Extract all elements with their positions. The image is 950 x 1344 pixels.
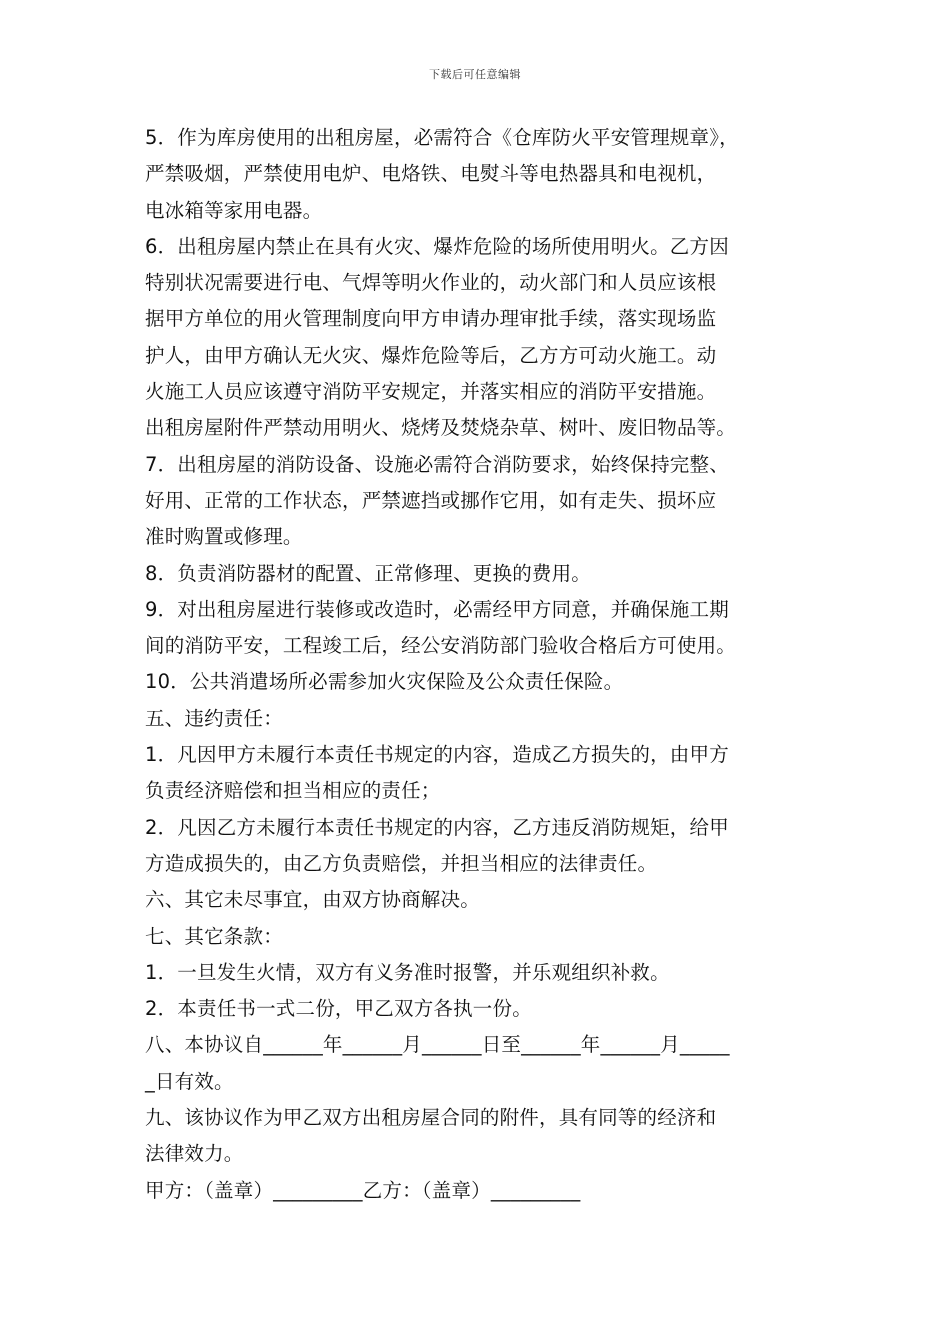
paragraph-line: 方造成损失的，由乙方负责赔偿，并担当相应的法律责任。 [145, 851, 658, 875]
paragraph-line: 2．本责任书一式二份，甲乙双方各执一份。 [145, 997, 532, 1021]
document-body [145, 120, 845, 1209]
paragraph-line: 6．出租房屋内禁止在具有火灾、爆炸危险的场所使用明火。乙方因 [145, 234, 729, 258]
section-heading: 八、本协议自______年______月______日至______年______月_____ [145, 1033, 730, 1057]
paragraph-line: 电冰箱等家用电器。 [145, 198, 323, 222]
paragraph-line: 间的消防平安，工程竣工后，经公安消防部门验收合格后方可使用。 [145, 634, 737, 658]
paragraph-line: 好用、正常的工作状态，严禁遮挡或挪作它用，如有走失、损坏应 [145, 488, 717, 512]
paragraph-line: 负责经济赔偿和担当相应的责任； [145, 779, 441, 803]
section-heading: 九、该协议作为甲乙双方出租房屋合同的附件，具有同等的经济和 [145, 1106, 717, 1130]
signature-line: 甲方：（盖章）_________乙方：（盖章）_________ [145, 1178, 581, 1202]
paragraph-line: 1．一旦发生火情，双方有义务准时报警，并乐观组织补救。 [145, 960, 670, 984]
paragraph-line: 2．凡因乙方未履行本责任书规定的内容，乙方违反消防规矩，给甲 [145, 815, 729, 839]
paragraph-line: 出租房屋附件严禁动用明火、烧烤及焚烧杂草、树叶、废旧物品等。 [145, 416, 737, 440]
paragraph-line: 8．负责消防器材的配置、正常修理、更换的费用。 [145, 561, 592, 585]
paragraph-line: 准时购置或修理。 [145, 525, 303, 549]
section-heading: 七、其它条款： [145, 924, 283, 948]
paragraph-line: 1．凡因甲方未履行本责任书规定的内容，造成乙方损失的，由甲方 [145, 743, 729, 767]
paragraph-line: 火施工人员应该遵守消防平安规定，并落实相应的消防平安措施。 [145, 380, 717, 404]
page-header: 下载后可任意编辑 [429, 68, 521, 81]
section-heading: 五、违约责任： [145, 706, 283, 730]
paragraph-line: 10．公共消遣场所必需参加火灾保险及公众责任保险。 [145, 670, 624, 694]
paragraph-line: 据甲方单位的用火管理制度向甲方申请办理审批手续，落实现场监 [145, 307, 717, 331]
paragraph-line: 法律效力。 [145, 1142, 244, 1166]
paragraph-line: 护人，由甲方确认无火灾、爆炸危险等后，乙方方可动火施工。动 [145, 343, 717, 367]
paragraph-line: _日有效。 [145, 1069, 234, 1093]
paragraph-line: 9．对出租房屋进行装修或改造时，必需经甲方同意，并确保施工期 [145, 597, 729, 621]
section-heading: 六、其它未尽事宜，由双方协商解决。 [145, 888, 480, 912]
paragraph-line: 5．作为库房使用的出租房屋，必需符合《仓库防火平安管理规章》， [145, 126, 739, 149]
paragraph-line: 7．出租房屋的消防设备、设施必需符合消防要求，始终保持完整、 [145, 452, 729, 476]
paragraph-line: 严禁吸烟，严禁使用电炉、电烙铁、电熨斗等电热器具和电视机， [145, 162, 717, 186]
paragraph-line: 特别状况需要进行电、气焊等明火作业的，动火部门和人员应该根 [145, 271, 717, 295]
